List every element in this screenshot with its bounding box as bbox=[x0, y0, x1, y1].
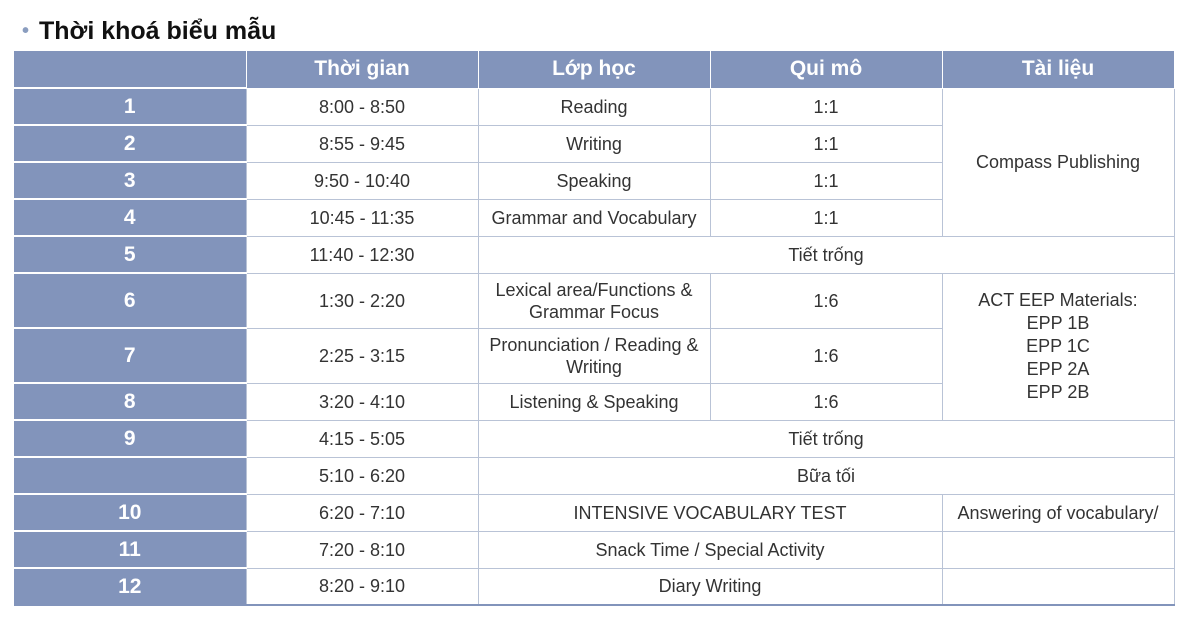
row-index: 8 bbox=[14, 383, 246, 420]
row-class: Writing bbox=[478, 125, 710, 162]
row-time: 3:20 - 4:10 bbox=[246, 383, 478, 420]
row-time: 1:30 - 2:20 bbox=[246, 273, 478, 328]
row-time: 8:55 - 9:45 bbox=[246, 125, 478, 162]
row-class: Speaking bbox=[478, 162, 710, 199]
row-time: 4:15 - 5:05 bbox=[246, 420, 478, 457]
table-row bbox=[14, 273, 1174, 328]
row-scale: 1:6 bbox=[710, 328, 942, 383]
row-merged: Snack Time / Special Activity bbox=[478, 531, 942, 568]
material-act-eep bbox=[942, 273, 1174, 420]
row-index: 3 bbox=[14, 162, 246, 199]
header-index bbox=[14, 51, 246, 89]
row-index: 2 bbox=[14, 125, 246, 162]
material-line: EPP 2A bbox=[1026, 359, 1090, 379]
row-time: 9:50 - 10:40 bbox=[246, 162, 478, 199]
header-time: Thời gian bbox=[246, 51, 478, 89]
row-class-line: Lexical area/Functions & bbox=[495, 279, 693, 300]
row-class: Grammar and Vocabulary bbox=[478, 199, 710, 236]
row-time: 5:10 - 6:20 bbox=[246, 457, 478, 494]
row-scale: 1:1 bbox=[710, 125, 942, 162]
material-line: EPP 1C bbox=[1026, 336, 1090, 356]
row-index: 7 bbox=[14, 328, 246, 383]
row-time: 6:20 - 7:10 bbox=[246, 494, 478, 531]
row-merged: INTENSIVE VOCABULARY TEST bbox=[478, 494, 942, 531]
table-row bbox=[14, 88, 1174, 125]
page-title bbox=[22, 14, 276, 48]
header-scale: Qui mô bbox=[710, 51, 942, 89]
row-scale: 1:1 bbox=[710, 88, 942, 125]
row-material bbox=[942, 568, 1174, 605]
row-merged: Tiết trống bbox=[478, 420, 1174, 457]
row-class: Listening & Speaking bbox=[478, 383, 710, 420]
row-class: Reading bbox=[478, 88, 710, 125]
row-scale: 1:6 bbox=[710, 273, 942, 328]
material-line: EPP 1B bbox=[1026, 313, 1090, 333]
row-merged: Bữa tối bbox=[478, 457, 1174, 494]
row-index: 10 bbox=[14, 494, 246, 531]
row-time: 2:25 - 3:15 bbox=[246, 328, 478, 383]
header-row bbox=[14, 51, 1174, 89]
row-index: 6 bbox=[14, 273, 246, 328]
row-index: 9 bbox=[14, 420, 246, 457]
row-time: 10:45 - 11:35 bbox=[246, 199, 478, 236]
row-index: 1 bbox=[14, 88, 246, 125]
row-index: 11 bbox=[14, 531, 246, 568]
table-row bbox=[14, 531, 1174, 568]
row-time: 8:00 - 8:50 bbox=[246, 88, 478, 125]
table-row bbox=[14, 457, 1174, 494]
row-material: Answering of vocabulary/ bbox=[942, 494, 1174, 531]
material-line: ACT EEP Materials: bbox=[978, 290, 1138, 310]
row-class bbox=[478, 328, 710, 383]
table-row bbox=[14, 420, 1174, 457]
row-merged: Tiết trống bbox=[478, 236, 1174, 273]
row-scale: 1:1 bbox=[710, 162, 942, 199]
schedule-table bbox=[14, 50, 1175, 606]
row-time: 8:20 - 9:10 bbox=[246, 568, 478, 605]
row-scale: 1:1 bbox=[710, 199, 942, 236]
material-line: EPP 2B bbox=[1026, 382, 1090, 402]
row-index bbox=[14, 457, 246, 494]
row-index: 4 bbox=[14, 199, 246, 236]
header-class: Lớp học bbox=[478, 51, 710, 89]
row-index: 12 bbox=[14, 568, 246, 605]
row-class bbox=[478, 273, 710, 328]
row-time: 11:40 - 12:30 bbox=[246, 236, 478, 273]
table-row bbox=[14, 236, 1174, 273]
material-compass: Compass Publishing bbox=[942, 88, 1174, 236]
page-title-text: Thời khoá biểu mẫu bbox=[39, 16, 277, 45]
row-class-line: Pronunciation / Reading & bbox=[489, 334, 699, 355]
row-class-line: Grammar Focus bbox=[528, 301, 660, 322]
table-row bbox=[14, 494, 1174, 531]
row-index: 5 bbox=[14, 236, 246, 273]
row-material bbox=[942, 531, 1174, 568]
header-material: Tài liệu bbox=[942, 51, 1174, 89]
row-class-line: Writing bbox=[566, 356, 622, 377]
table-row bbox=[14, 568, 1174, 605]
row-time: 7:20 - 8:10 bbox=[246, 531, 478, 568]
row-scale: 1:6 bbox=[710, 383, 942, 420]
bullet-icon: • bbox=[22, 19, 30, 42]
row-merged: Diary Writing bbox=[478, 568, 942, 605]
